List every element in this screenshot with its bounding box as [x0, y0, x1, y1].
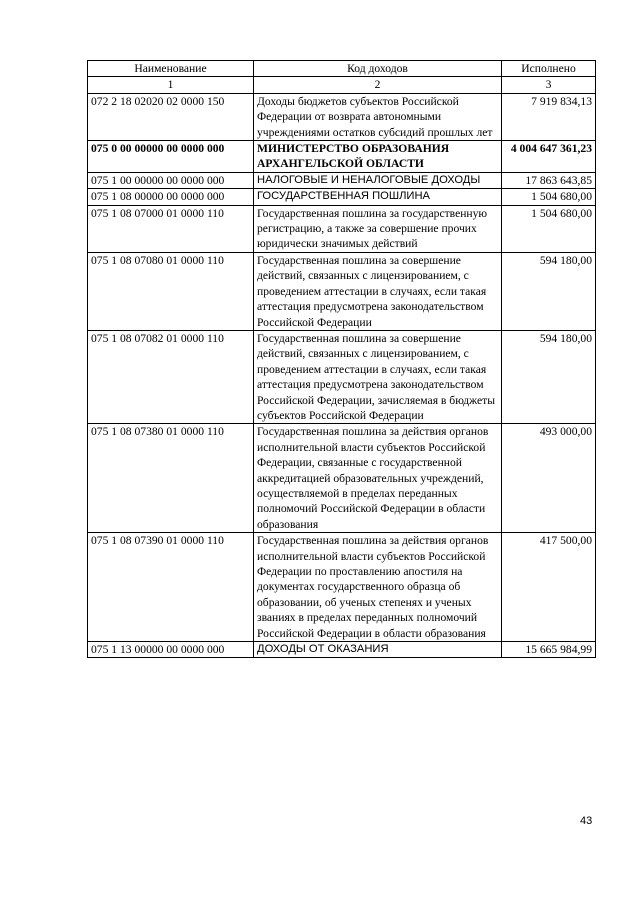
row-amount: 1 504 680,00: [502, 205, 596, 252]
row-name: Доходы бюджетов субъектов Российской Федерации от возврата автономными учреждениями остатков субсидий прошлых лет: [254, 93, 502, 140]
row-amount: 493 000,00: [502, 424, 596, 533]
row-amount: 17 863 643,85: [502, 172, 596, 188]
row-amount: 1 504 680,00: [502, 189, 596, 205]
column-number-3: 3: [502, 77, 596, 93]
row-amount: 4 004 647 361,23: [502, 141, 596, 173]
table-row: [88, 93, 596, 140]
table-row: [88, 533, 596, 642]
row-code: 075 1 08 00000 00 0000 000: [88, 189, 254, 205]
table-row: [88, 172, 596, 188]
row-amount: 594 180,00: [502, 330, 596, 423]
table-row: [88, 330, 596, 423]
table-row: [88, 424, 596, 533]
row-code: 075 1 13 00000 00 0000 000: [88, 642, 254, 658]
table-row: [88, 205, 596, 252]
table-row: [88, 252, 596, 330]
row-name: Государственная пошлина за совершение действий, связанных с лицензированием, с проведением аттестации в случаях, если такая аттестация предусмотрена законодательством Российской Федерации, зачисляемая в бюджеты субъектов Российской Федерации: [254, 330, 502, 423]
revenue-table: [87, 60, 596, 658]
row-name: Государственная пошлина за совершение действий, связанных с лицензированием, с проведением аттестации в случаях, если такая аттестация предусмотрена законодательством Российской Федерации: [254, 252, 502, 330]
header-name: Наименование: [88, 61, 254, 77]
row-amount: 7 919 834,13: [502, 93, 596, 140]
header-code: Код доходов: [254, 61, 502, 77]
table-row: [88, 141, 596, 173]
column-number-1: 1: [88, 77, 254, 93]
table-row: [88, 642, 596, 658]
row-code: 075 1 08 07000 01 0000 110: [88, 205, 254, 252]
row-name: Государственная пошлина за государственную регистрацию, а также за совершение прочих юридически значимых действий: [254, 205, 502, 252]
header-executed: Исполнено: [502, 61, 596, 77]
row-name: Государственная пошлина за действия органов исполнительной власти субъектов Российской Федерации, связанные с государственной аккредитацией образовательных учреждений, осуществляемой в пределах переданных полномочий Российской Федерации в области образования: [254, 424, 502, 533]
table-row: [88, 189, 596, 205]
row-amount: 15 665 984,99: [502, 642, 596, 658]
row-name: ГОСУДАРСТВЕННАЯ ПОШЛИНА: [254, 189, 502, 205]
table-column-numbers-row: [88, 77, 596, 93]
row-code: 075 0 00 00000 00 0000 000: [88, 141, 254, 173]
page-number: 43: [580, 815, 593, 827]
row-code: 075 1 08 07380 01 0000 110: [88, 424, 254, 533]
row-code: 075 1 08 07080 01 0000 110: [88, 252, 254, 330]
row-name: МИНИСТЕРСТВО ОБРАЗОВАНИЯ АРХАНГЕЛЬСКОЙ ОБЛАСТИ: [254, 141, 502, 173]
table-header-row: [88, 61, 596, 77]
row-code: 075 1 00 00000 00 0000 000: [88, 172, 254, 188]
row-code: 075 1 08 07082 01 0000 110: [88, 330, 254, 423]
column-number-2: 2: [254, 77, 502, 93]
row-name: ДОХОДЫ ОТ ОКАЗАНИЯ: [254, 642, 502, 658]
row-name: НАЛОГОВЫЕ И НЕНАЛОГОВЫЕ ДОХОДЫ: [254, 172, 502, 188]
row-name: Государственная пошлина за действия органов исполнительной власти субъектов Российской Федерации по проставлению апостиля на документах государственного образца об образовании, об ученых степенях и ученых званиях в пределах переданных полномочий Российской Федерации в области образования: [254, 533, 502, 642]
row-code: 072 2 18 02020 02 0000 150: [88, 93, 254, 140]
row-amount: 594 180,00: [502, 252, 596, 330]
row-amount: 417 500,00: [502, 533, 596, 642]
row-code: 075 1 08 07390 01 0000 110: [88, 533, 254, 642]
